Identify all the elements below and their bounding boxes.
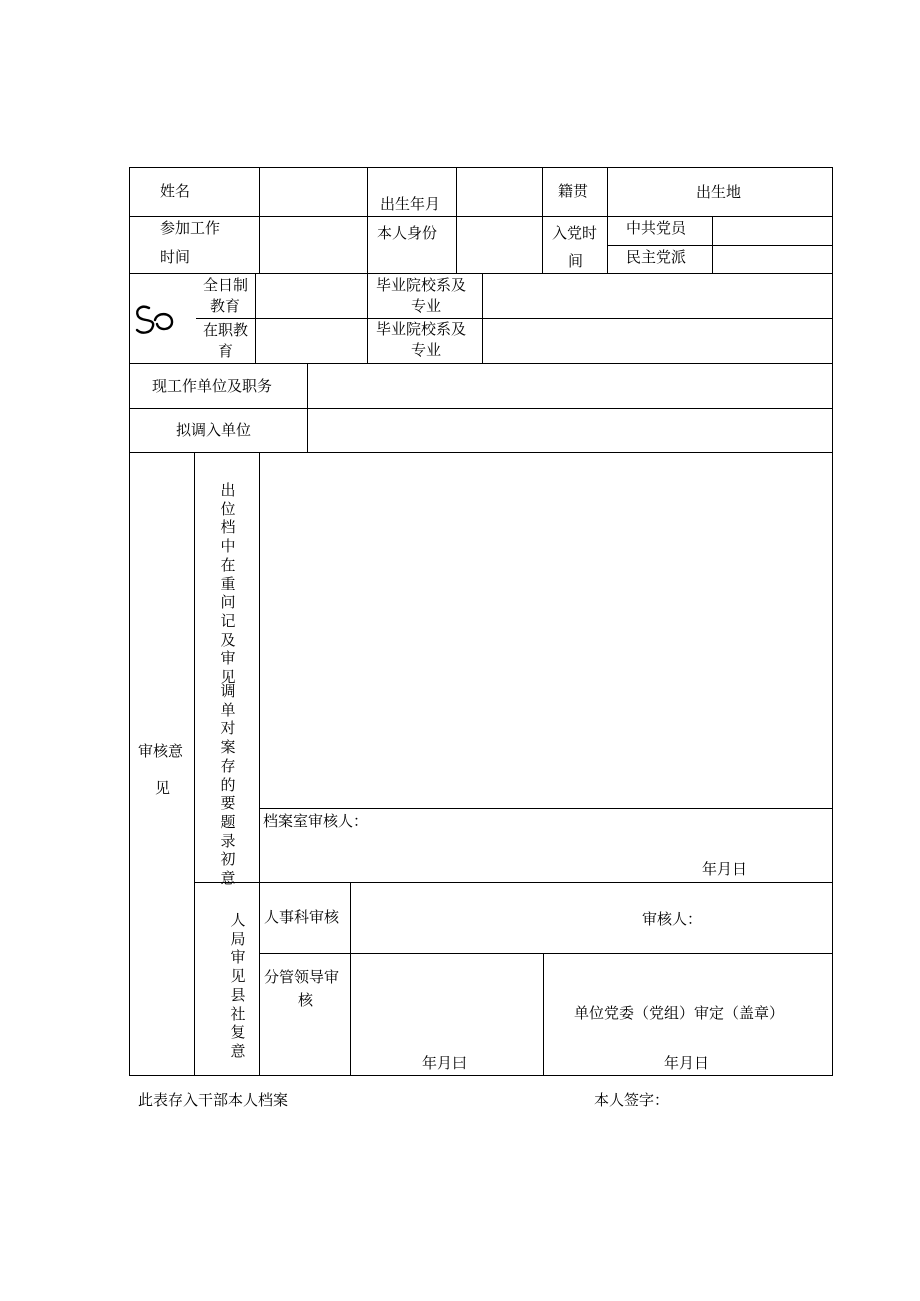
native-place-label: 籍贯 — [558, 182, 589, 200]
current-unit-label: 现工作单位及职务 — [152, 377, 273, 395]
col-line — [367, 273, 368, 364]
target-unit-label: 拟调入单位 — [176, 421, 252, 439]
birthplace-label: 出生地 — [696, 183, 742, 201]
col-line — [542, 167, 543, 274]
border-top — [129, 167, 833, 168]
row-line — [194, 882, 833, 883]
col-line — [259, 452, 260, 1076]
work-start-label-line2: 时间 — [160, 248, 191, 266]
inservice-education-label-line2: 育 — [218, 342, 234, 360]
archive-reviewer-label: 档案室审核人： — [263, 812, 369, 830]
leader-date-label: 年月曰 — [422, 1054, 468, 1072]
border-bottom — [129, 1075, 833, 1076]
fulltime-education-label: 全日制 — [203, 276, 249, 294]
hr-reviewer-label: 审核人： — [642, 910, 703, 928]
review-opinion-label-line2: 见 — [155, 779, 171, 797]
row-line — [129, 452, 833, 453]
school-major-label-line2: 专业 — [411, 341, 442, 359]
party-committee-label: 单位党委（党组）审定（盖章） — [574, 1004, 785, 1022]
row-line — [129, 216, 833, 217]
swirl-mark-icon — [133, 302, 177, 338]
county-hr-vertical-text: 人局审见 — [230, 911, 246, 986]
archive-vertical-text-2: 调单对案存的要题录初意 — [220, 682, 236, 888]
party-join-label: 入党时 — [552, 224, 598, 242]
row-line — [129, 408, 833, 409]
col-line — [607, 167, 608, 274]
signature-label: 本人签字： — [594, 1091, 670, 1109]
work-start-label: 参加工作 — [160, 219, 221, 237]
county-hr-vertical-text-2: 县社复意 — [230, 986, 246, 1061]
col-line — [482, 273, 483, 364]
birth-label: 出生年月 — [380, 195, 441, 213]
party-date-label: 年月日 — [664, 1054, 710, 1072]
archive-vertical-text: 出位档中在重问记及审见 — [220, 481, 236, 687]
col-line — [307, 363, 308, 453]
row-line — [259, 953, 833, 954]
school-major-label-line2: 专业 — [411, 297, 442, 315]
col-line — [367, 167, 368, 274]
fulltime-education-label-line2: 教育 — [210, 297, 241, 315]
col-line — [255, 273, 256, 364]
hr-review-label: 人事科审核 — [264, 908, 340, 926]
row-line — [607, 245, 833, 246]
inservice-education-label: 在职教 — [203, 321, 249, 339]
leader-review-label: 分管领导审 — [264, 968, 340, 986]
archive-date-label: 年月日 — [702, 860, 748, 878]
row-line — [196, 318, 833, 319]
border-left — [129, 167, 130, 1076]
school-major-label: 毕业院校系及 — [376, 276, 467, 294]
row-line — [129, 273, 833, 274]
ccp-member-label: 中共党员 — [626, 219, 687, 237]
leader-review-label-line2: 核 — [298, 991, 314, 1009]
party-join-label-line2: 间 — [568, 252, 584, 270]
identity-label: 本人身份 — [377, 224, 438, 242]
row-line — [259, 808, 833, 809]
row-line — [129, 363, 833, 364]
name-label: 姓名 — [160, 182, 191, 200]
col-line — [194, 452, 195, 1076]
col-line — [259, 167, 260, 274]
border-right — [832, 167, 833, 1076]
col-line — [712, 216, 713, 274]
democratic-party-label: 民主党派 — [626, 248, 687, 266]
review-opinion-label: 审核意 — [138, 742, 184, 760]
school-major-label: 毕业院校系及 — [376, 320, 467, 338]
archive-note: 此表存入干部本人档案 — [138, 1091, 289, 1109]
col-line — [350, 882, 351, 1076]
col-line — [456, 167, 457, 274]
col-line — [543, 953, 544, 1076]
